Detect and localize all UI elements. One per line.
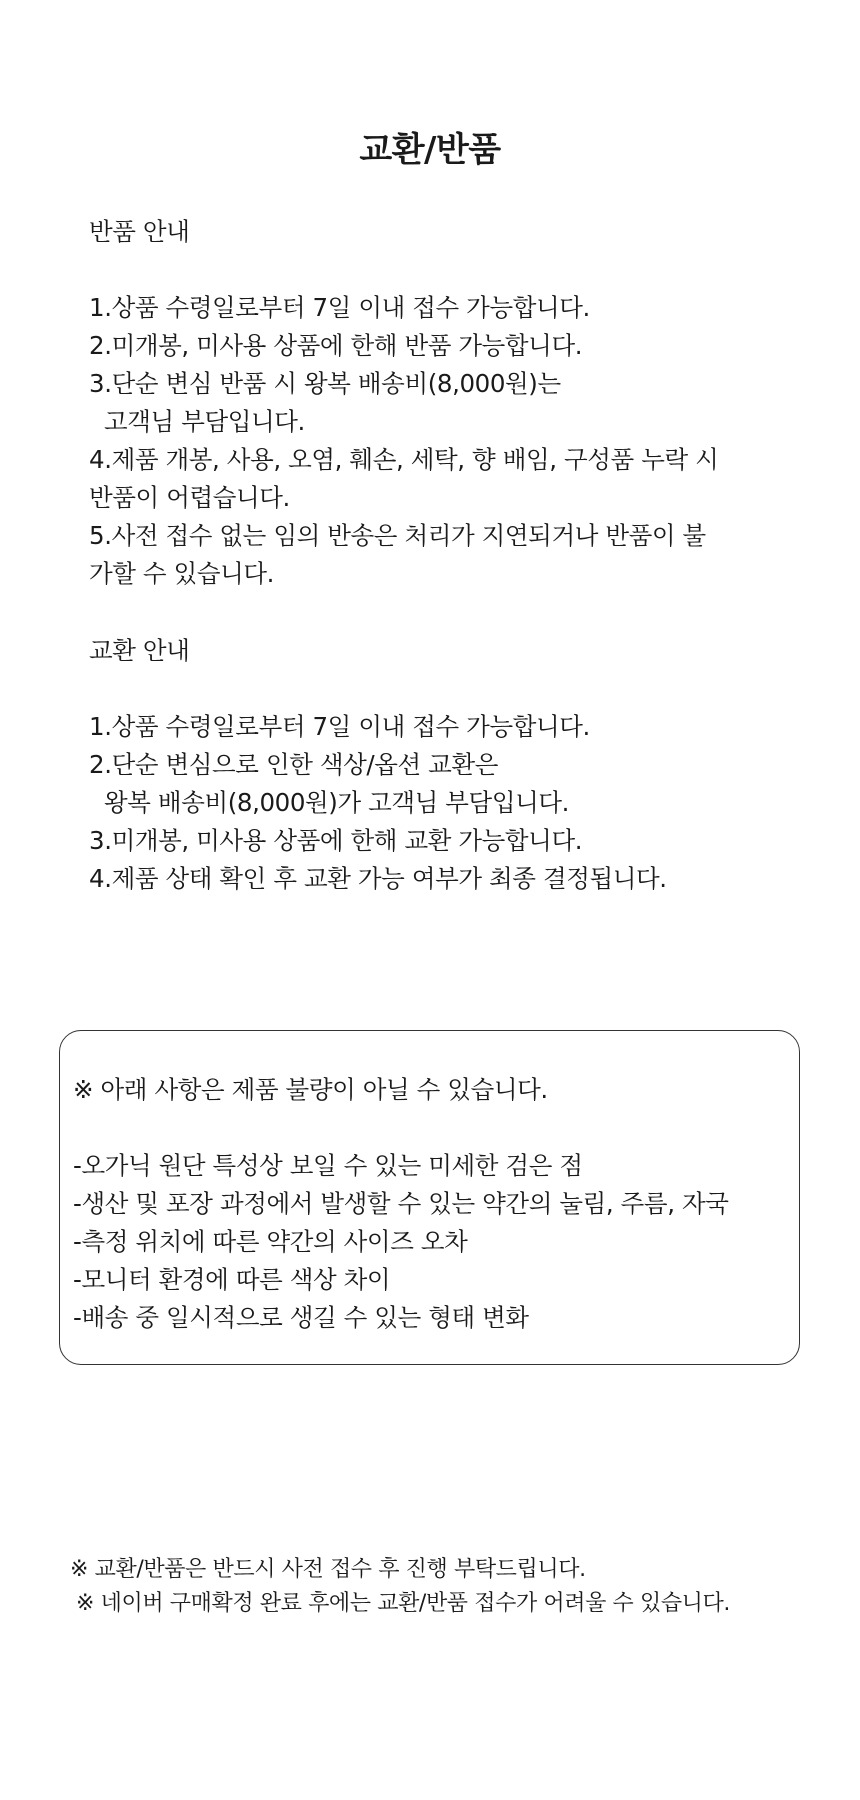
notice-item: -모니터 환경에 따른 색상 차이 — [73, 1265, 391, 1294]
return-info-line: 가할 수 있습니다. — [89, 559, 275, 588]
return-info-line: 고객님 부담입니다. — [104, 407, 305, 436]
exchange-info-heading: 교환 안내 — [89, 636, 190, 665]
notice-item: -생산 및 포장 과정에서 발생할 수 있는 약간의 눌림, 주름, 자국 — [73, 1189, 729, 1218]
footer-note: ※ 네이버 구매확정 완료 후에는 교환/반품 접수가 어려울 수 있습니다. — [76, 1591, 730, 1616]
spacer — [73, 1109, 799, 1147]
page-title: 교환/반품 — [359, 130, 501, 170]
exchange-info-section — [89, 632, 809, 898]
notice-item: -측정 위치에 따른 약간의 사이즈 오차 — [73, 1227, 468, 1256]
notice-heading: ※ 아래 사항은 제품 불량이 아닐 수 있습니다. — [73, 1075, 548, 1104]
return-info-line: 4.제품 개봉, 사용, 오염, 훼손, 세탁, 향 배임, 구성품 누락 시 — [89, 445, 719, 474]
notice-item: -배송 중 일시적으로 생길 수 있는 형태 변화 — [73, 1303, 529, 1332]
spacer — [89, 251, 809, 289]
exchange-info-line: 4.제품 상태 확인 후 교환 가능 여부가 최종 결정됩니다. — [89, 864, 667, 893]
return-info-line: 반품이 어렵습니다. — [89, 483, 290, 512]
return-info-line: 2.미개봉, 미사용 상품에 한해 반품 가능합니다. — [89, 331, 583, 360]
footer-note: ※ 교환/반품은 반드시 사전 접수 후 진행 부탁드립니다. — [70, 1557, 586, 1582]
notice-box — [59, 1030, 800, 1365]
return-info-section — [89, 213, 809, 593]
footer-notes — [70, 1553, 830, 1621]
return-info-line: 3.단순 변심 반품 시 왕복 배송비(8,000원)는 — [89, 369, 561, 398]
return-info-line: 5.사전 접수 없는 임의 반송은 처리가 지연되거나 반품이 불 — [89, 521, 706, 550]
notice-item: -오가닉 원단 특성상 보일 수 있는 미세한 검은 점 — [73, 1151, 583, 1180]
exchange-info-line: 3.미개봉, 미사용 상품에 한해 교환 가능합니다. — [89, 826, 583, 855]
return-info-heading: 반품 안내 — [89, 217, 190, 246]
spacer — [89, 670, 809, 708]
exchange-info-line: 2.단순 변심으로 인한 색상/옵션 교환은 — [89, 750, 498, 779]
exchange-info-line: 왕복 배송비(8,000원)가 고객님 부담입니다. — [104, 788, 570, 817]
exchange-info-line: 1.상품 수령일로부터 7일 이내 접수 가능합니다. — [89, 712, 590, 741]
return-info-line: 1.상품 수령일로부터 7일 이내 접수 가능합니다. — [89, 293, 590, 322]
